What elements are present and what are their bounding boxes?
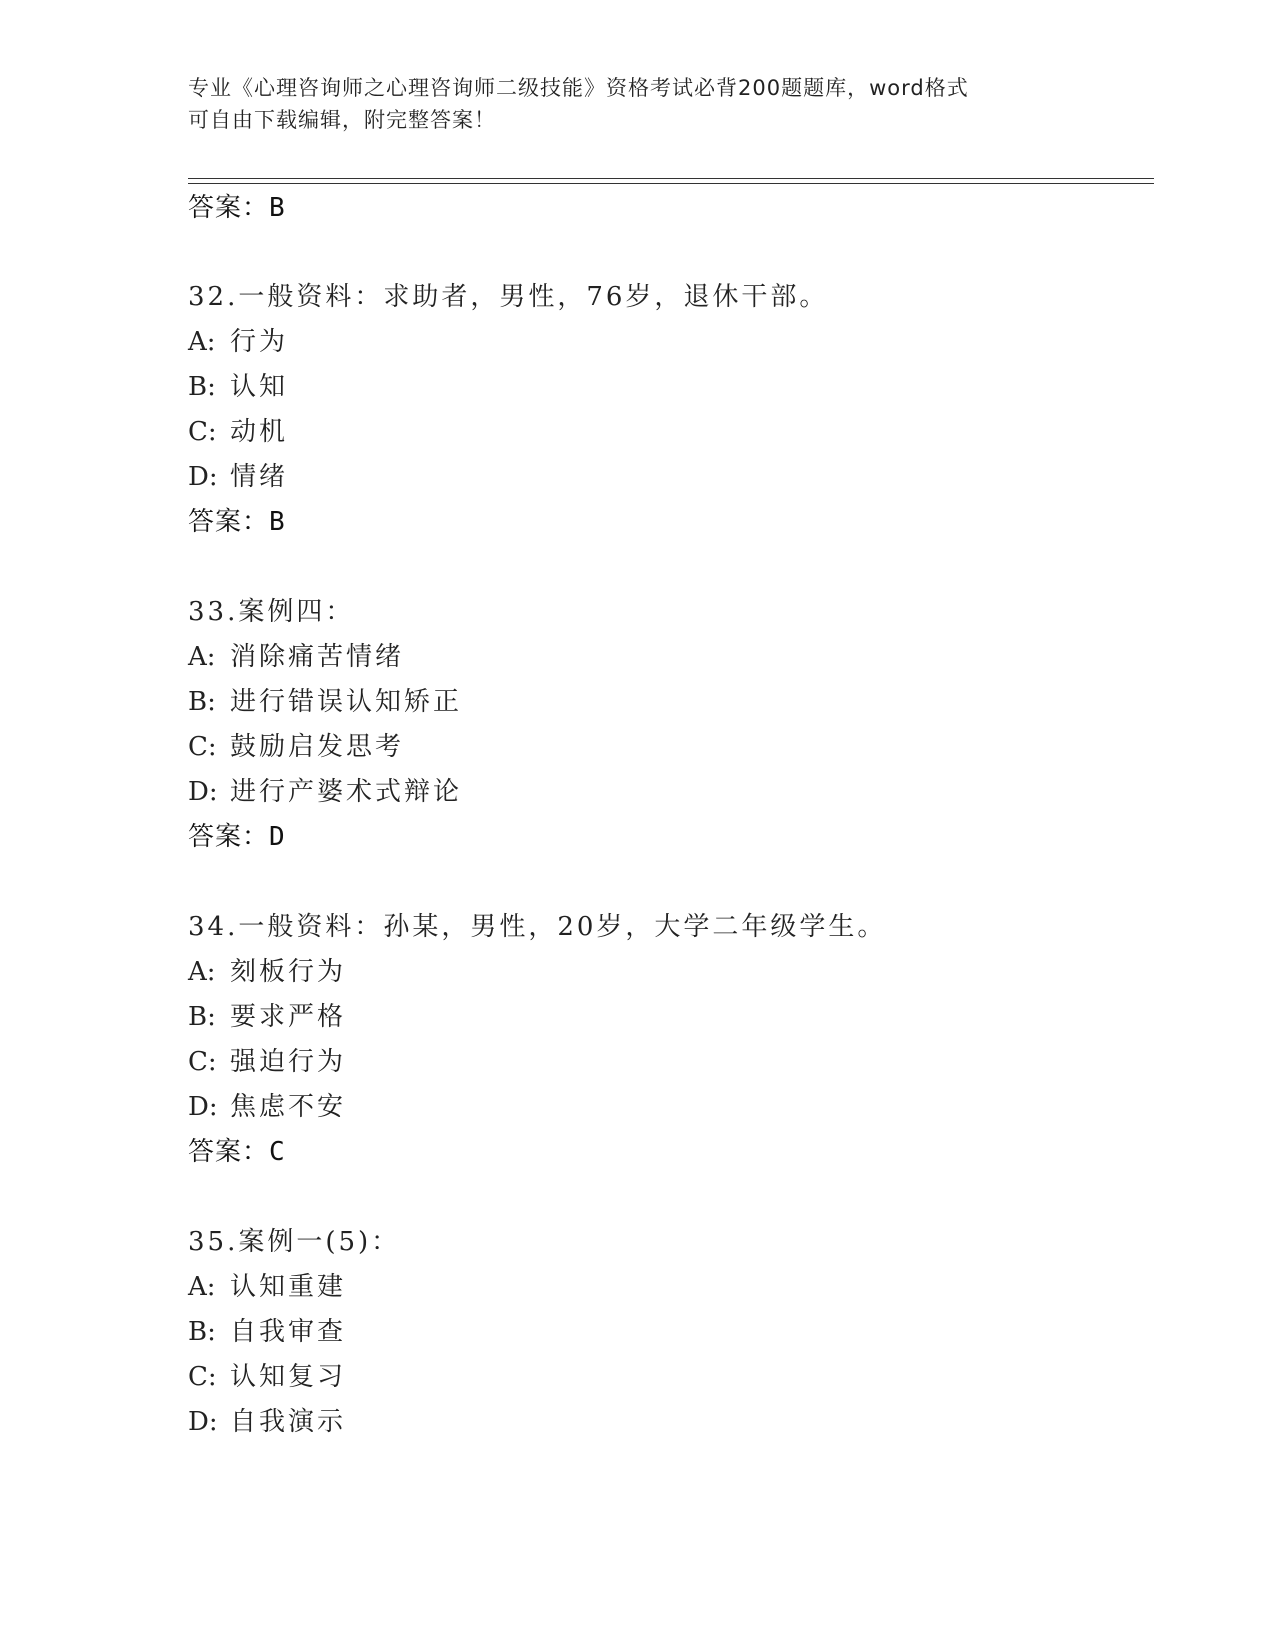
question-stem: 33.案例四： — [188, 597, 355, 627]
header-line-1: 专业《心理咨询师之心理咨询师二级技能》资格考试必背200题题库，word格式 — [188, 76, 969, 100]
option-key: C: — [188, 1362, 217, 1392]
option-text: 消除痛苦情绪 — [230, 642, 405, 672]
document-header — [188, 72, 1088, 136]
option-key: D: — [188, 1407, 218, 1437]
answer-label: 答案： — [188, 507, 270, 537]
answer-label: 答案： — [188, 822, 270, 852]
option-text: 自我审查 — [230, 1317, 347, 1347]
option-key: B: — [188, 1317, 216, 1347]
question-option — [188, 1406, 346, 1438]
question-option — [188, 1271, 346, 1303]
answer-value: C — [269, 1137, 286, 1167]
option-text: 进行错误认知矫正 — [230, 687, 463, 717]
option-key: D: — [188, 462, 218, 492]
question-option — [188, 1091, 346, 1123]
question-option — [188, 416, 288, 448]
option-key: A: — [188, 957, 216, 987]
answer-value: B — [269, 193, 286, 223]
option-text: 自我演示 — [230, 1407, 347, 1437]
option-text: 要求严格 — [230, 1002, 347, 1032]
option-key: C: — [188, 1047, 217, 1077]
answer-label: 答案： — [188, 193, 270, 223]
option-text: 动机 — [230, 417, 289, 447]
option-text: 认知重建 — [230, 1272, 347, 1302]
question-option — [188, 956, 346, 988]
option-key: B: — [188, 1002, 216, 1032]
answer-value: D — [269, 822, 286, 852]
option-text: 强迫行为 — [230, 1047, 347, 1077]
option-text: 刻板行为 — [230, 957, 347, 987]
question-answer — [188, 506, 286, 538]
option-key: B: — [188, 372, 216, 402]
option-text: 鼓励启发思考 — [230, 732, 405, 762]
question-option — [188, 371, 288, 403]
option-key: D: — [188, 1092, 218, 1122]
question-stem: 34.一般资料：孙某，男性，20岁，大学二年级学生。 — [188, 912, 887, 942]
question-option — [188, 1046, 346, 1078]
option-text: 行为 — [230, 327, 289, 357]
question-option — [188, 461, 288, 493]
option-key: D: — [188, 777, 218, 807]
option-text: 进行产婆术式辩论 — [230, 777, 463, 807]
option-key: C: — [188, 732, 217, 762]
option-text: 认知 — [230, 372, 289, 402]
question-option — [188, 686, 462, 718]
option-text: 认知复习 — [230, 1362, 347, 1392]
option-key: A: — [188, 327, 216, 357]
question-option — [188, 731, 404, 763]
question-option — [188, 326, 288, 358]
header-rule-bottom — [188, 183, 1154, 184]
option-key: B: — [188, 687, 216, 717]
question-answer — [188, 1136, 286, 1168]
prev-answer — [188, 192, 286, 224]
question-option — [188, 776, 462, 808]
answer-value: B — [269, 507, 286, 537]
header-rule-top — [188, 178, 1154, 179]
question-stem: 35.案例一(5)： — [188, 1227, 401, 1257]
option-text: 情绪 — [230, 462, 289, 492]
option-key: A: — [188, 1272, 216, 1302]
question-option — [188, 1316, 346, 1348]
question-stem: 32.一般资料：求助者，男性，76岁，退休干部。 — [188, 282, 829, 312]
option-key: C: — [188, 417, 217, 447]
question-option — [188, 641, 404, 673]
option-key: A: — [188, 642, 216, 672]
option-text: 焦虑不安 — [230, 1092, 347, 1122]
answer-label: 答案： — [188, 1137, 270, 1167]
header-line-2: 可自由下载编辑，附完整答案！ — [188, 108, 496, 132]
question-option — [188, 1361, 346, 1393]
question-answer — [188, 821, 286, 853]
question-option — [188, 1001, 346, 1033]
